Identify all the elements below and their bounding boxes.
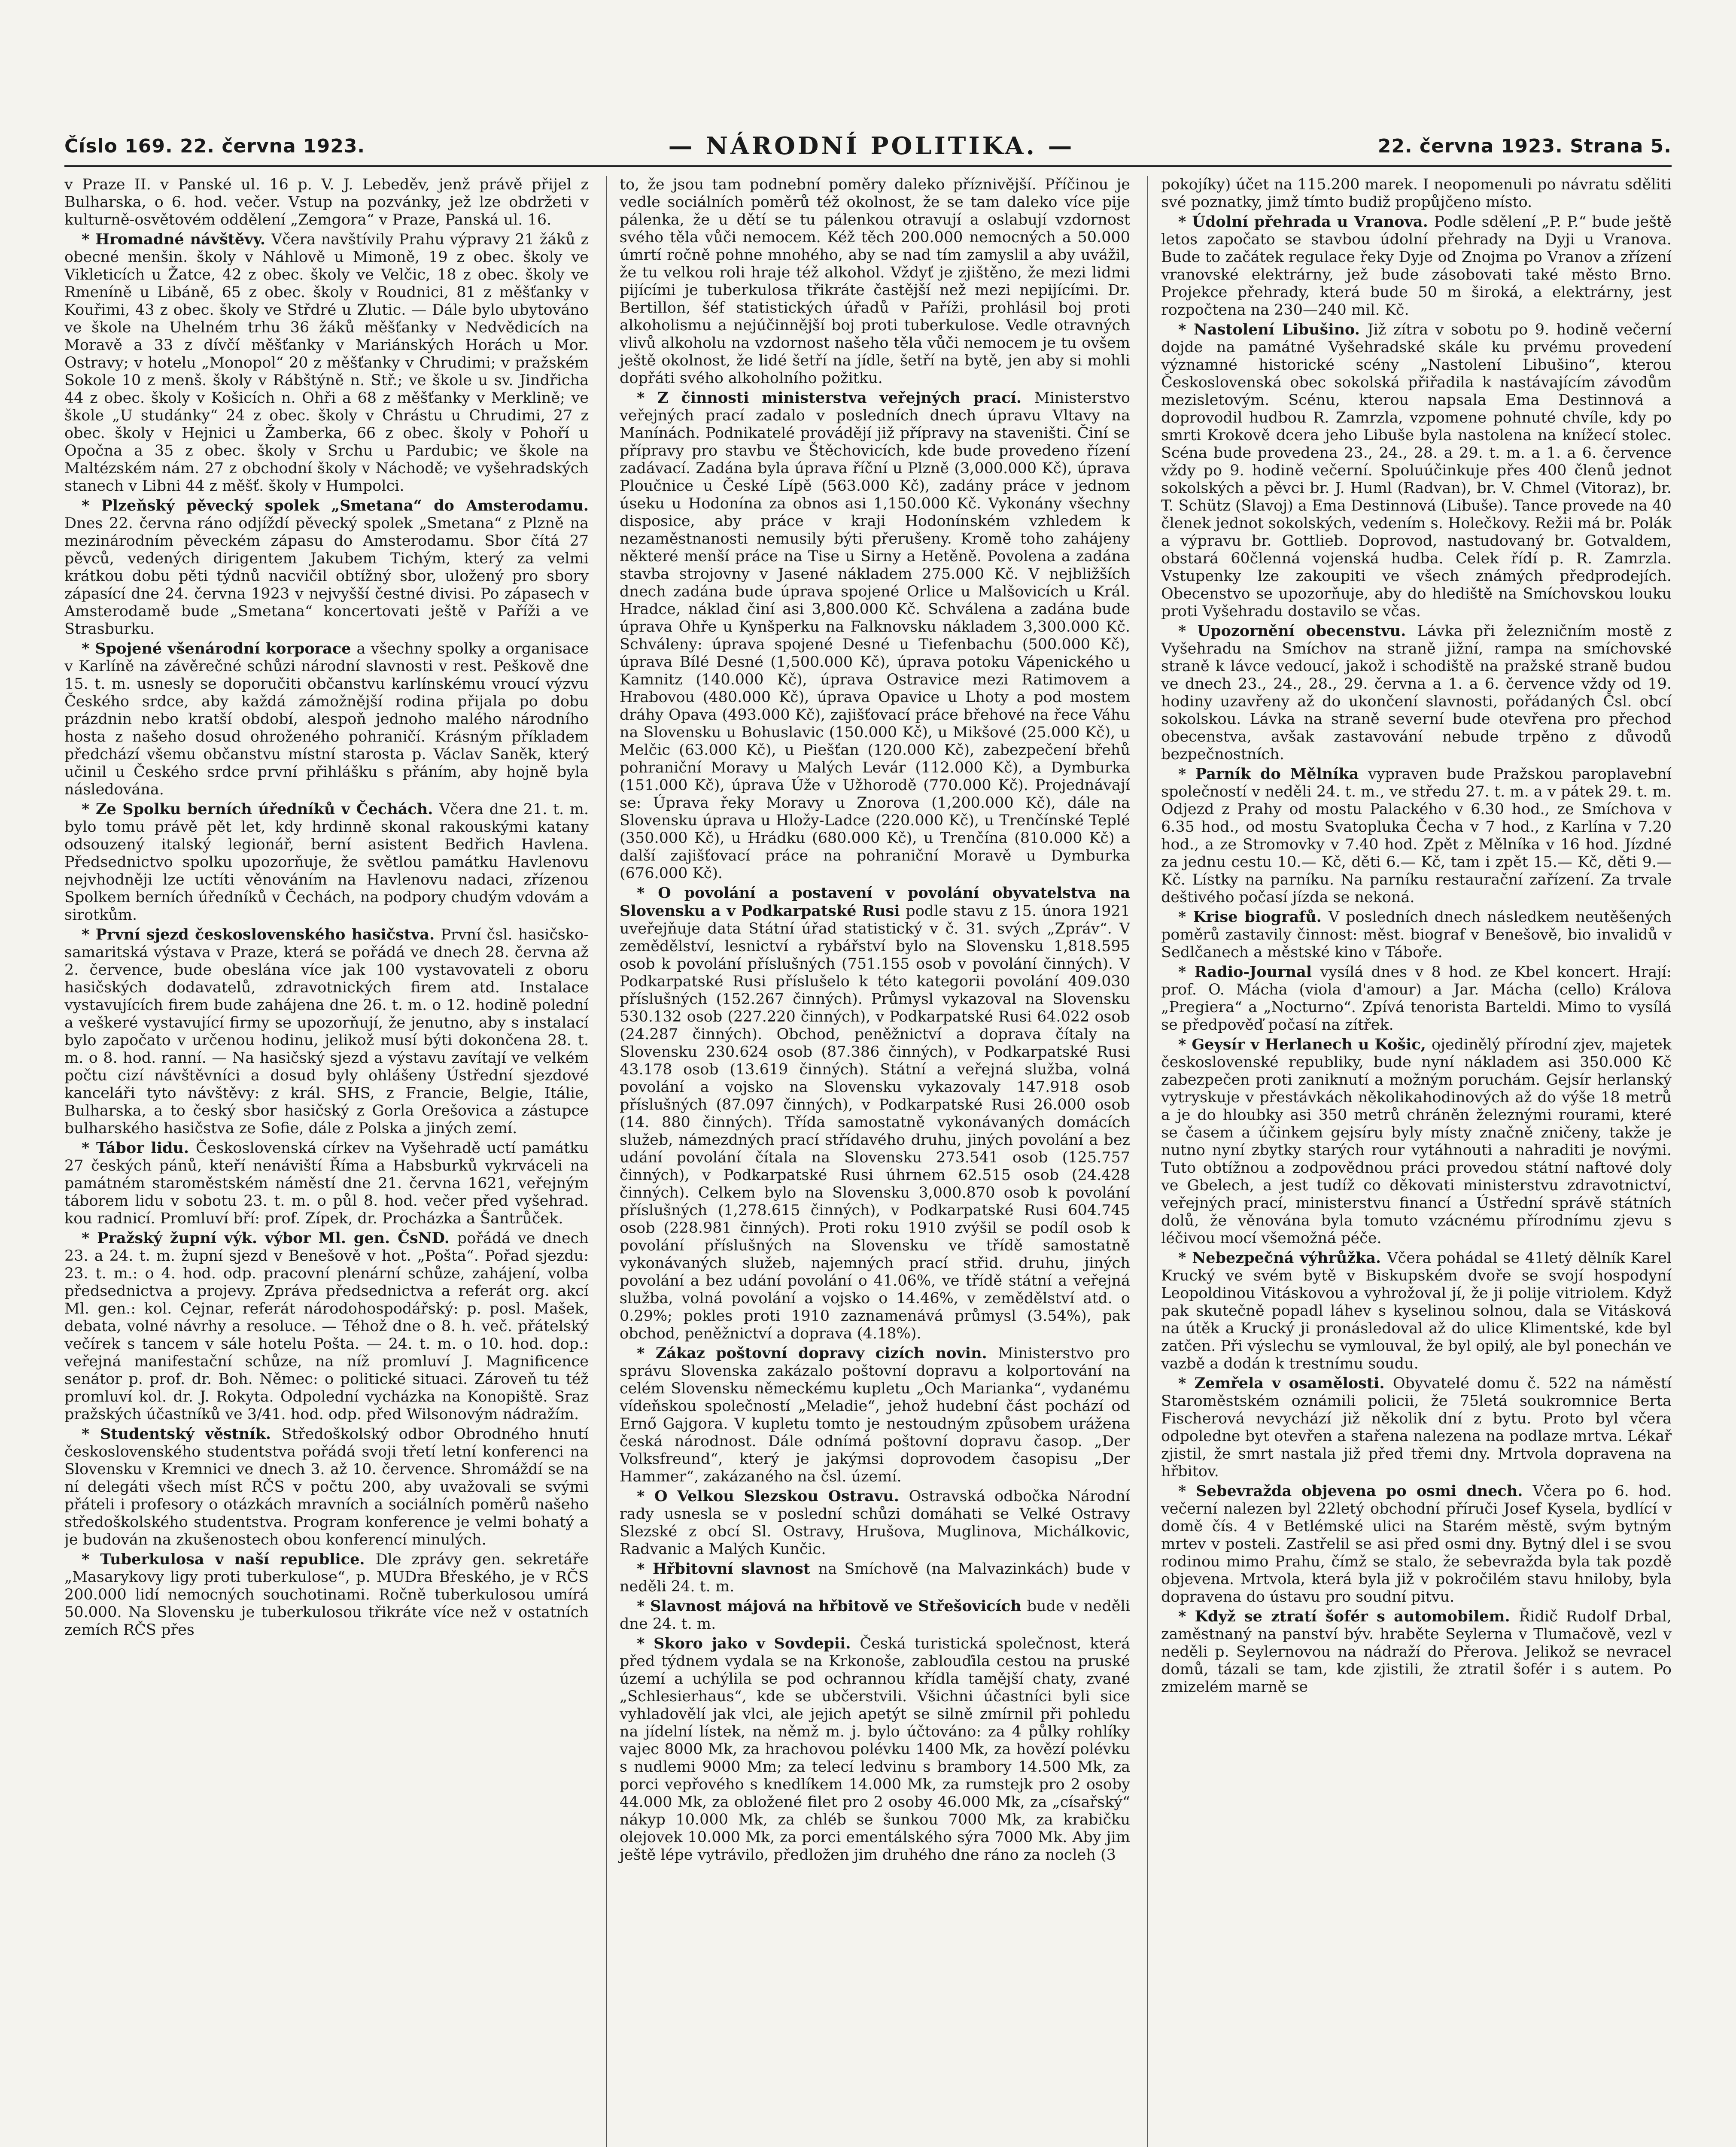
masthead: [64, 129, 1672, 163]
article-paragraph: [1161, 765, 1672, 906]
article-paragraph: [1161, 963, 1672, 1034]
article-headline: * Hřbitovní slavnost: [637, 1560, 818, 1578]
article-paragraph: [620, 1344, 1130, 1486]
article-headline: * Plzeňský pěvecký spolek „Smetana“ do Amsterodamu.: [82, 497, 589, 514]
article-text: to, že jsou tam podnební poměry daleko příznivější. Příčinou je vedle sociálních poměrů též okolnost, že se tam daleko více pije pálenka, že u dětí se tu pálenkou otravují a oslabují vzdornost svého těla vůči nemocem. Kéž těch 200.000 nemocných a 50.000 úmrtí ročně pohne mnohého, aby se nad tím zamyslil a aby uvážil, že tu velkou roli hraje též alkohol. Vždyť je zjištěno, že mezi lidmi pijícími je tuberkulosa třikráte častější než mezi nepijícími. Dr. Bertillon, šéf statistických úřadů v Paříži, prohlásil boj proti alkoholismu a nejúčinnější boj proti tuberkulose. Vedle otravných vlivů alkoholu na vzdornost našeho těla vůči nemocem je tu ovšem ještě okolnost, že lidé šetří na jídle, šetří na bytě, jen aby si mohli dopřáti svého alkoholního požitku.: [620, 176, 1130, 387]
article-headline: * Hromadné návštěvy.: [82, 231, 271, 248]
column-3: [1147, 176, 1672, 2147]
article-text: Československá církev na Vyšehradě uctí památku 27 českých pánů, kteří nenáviští Říma a Habsburků vykrváceli na památném staroměstském náměstí dne 21. června 1621, veřejným táborem lidu v sobotu 23. t. m. o půl 8. hod. večer před vyšehrad. kou radnicí. Promluví bří: prof. Zípek, dr. Procházka a Šantrůček.: [64, 1140, 589, 1227]
column-2: [606, 176, 1130, 2147]
article-paragraph: [64, 176, 589, 229]
article-paragraph: [1161, 1375, 1672, 1481]
article-headline: * O Velkou Slezskou Ostravu.: [637, 1487, 909, 1505]
article-headline: * Radio-Journal: [1178, 963, 1320, 981]
article-paragraph: [1161, 1608, 1672, 1696]
article-paragraph: [64, 800, 589, 924]
article-headline: * Když se ztratí šofér s automobilem.: [1178, 1608, 1519, 1625]
header-rule: [64, 165, 1672, 167]
article-text: Obyvatelé domu č. 522 na náměstí Staroměstském oznámili policii, že 75letá soukromnice Berta Fischerová nevychází již několik dní z bytu. Proto byl včera odpoledne byt otevřen a stařena nalezena na podlaze mrtva. Lékař zjistil, že smrt nastala již před třemi dny. Mrtvola dopravena na hřbitov.: [1161, 1375, 1672, 1480]
article-paragraph: [1161, 908, 1672, 961]
article-paragraph: [64, 926, 589, 1137]
article-paragraph: [64, 1425, 589, 1549]
article-paragraph: [1161, 1036, 1672, 1247]
article-headline: * Sebevražda objevena po osmi dnech.: [1178, 1482, 1533, 1500]
article-headline: * Upozornění obecenstvu.: [1178, 622, 1417, 640]
article-text: a všechny spolky a organisace v Karlíně na závěrečné schůzi národní slavnosti v rest. Peškově dne 15. t. m. usnesly se doporučiti občanstvu karlínskému vroucí výzvu Českého srdce, aby každá zámožnější rodina přijala po dobu prázdnin nebo kratší období, alespoň jednoho malého národního hosta z našeho dosud ohroženého pohraničí. Krásným příkladem předchází všemu občanstvu místní starosta p. Václav Saněk, který učinil u Českého srdce první přihlášku s přáním, aby hojně byla následována.: [64, 640, 589, 798]
article-paragraph: [620, 1635, 1130, 1864]
article-text: Včera dne 21. t. m. bylo tomu právě pět let, kdy hrdinně skonal rakouskými katany odsouzený italský legionář, berní asistent Bedřich Havlena. Předsednictvo spolku upozorňuje, že světlou památku Havlenovu nejvhodněji lze uctíti věnováním na Havlenovu nadaci, zřízenou Spolkem berních úředníků v Čechách, na podpory chudým vdovám a sirotkům.: [64, 801, 589, 924]
article-headline: * Spojené všenárodní korporace: [82, 640, 357, 657]
article-paragraph: [64, 640, 589, 799]
article-headline: * Z činnosti ministerstva veřejných prací.: [637, 389, 1034, 407]
article-headline: * O povolání a postavení v povolání obyvatelstva na Slovensku a v Podkarpatské Rusi: [620, 884, 1130, 920]
article-paragraph: [620, 389, 1130, 882]
article-paragraph: [1161, 1249, 1672, 1373]
article-headline: * Údolní přehrada u Vranova.: [1178, 213, 1434, 231]
article-headline: * Pražský župní výk. výbor Ml. gen. ČsND.: [82, 1229, 457, 1247]
article-text: Dnes 22. června ráno odjíždí pěvecký spolek „Smetana“ z Plzně na mezinárodním pěveckém zápasu do Amsterodamu. Sbor čítá 27 pěvců, vedených dirigentem Jakubem Tichým, který za velmi krátkou dobu pěti týdnů nacvičil obtížný sbor, uložený pro sbory zápasící dne 24. června 1923 v nejvyšší čestné divisi. Po zápasech v Amsterodamě bude „Smetana“ koncertovati ještě v Paříži a ve Strasburku.: [64, 515, 589, 638]
article-paragraph: [64, 231, 589, 495]
article-headline: * Nebezpečná výhrůžka.: [1178, 1249, 1387, 1267]
article-text: Včera pohádal se 41letý dělník Karel Krucký ve svém bytě v Biskupském dvoře se svojí hospodyní Leopoldinou Vitáskovou a vyhrožoval jí, že ji polije vitriolem. Když pak skutečně popadl láhev s kyselinou solnou, dala se Vitásková na útěk a Krucký ji pronásledoval až do ulice Klimentské, kde byl zatčen. Při výslechu se vymlouval, že byl opilý, ale byl ponechán ve vazbě a dodán k trestnímu soudu.: [1161, 1250, 1672, 1372]
article-paragraph: [64, 1229, 589, 1423]
article-headline: * Nastolení Libušino.: [1178, 321, 1368, 338]
article-headline: * Geysír v Herlanech u Košic,: [1178, 1036, 1432, 1053]
article-paragraph: [1161, 622, 1672, 763]
article-headline: * Zemřela v osamělosti.: [1178, 1375, 1393, 1392]
article-text: Lávka při železničním mostě z Vyšehradu na Smíchov na straně jižní, rampa na smíchovské straně k lávce vedoucí, jakož i schodiště na pražské straně budou ve dnech 23., 24., 28., 29. června a 1. a 6. července vždy od 19. hodiny uzavřeny až do ukončení slavnosti, pořádaných Čsl. obcí sokolskou. Lávka na straně severní bude otevřena pro přechod obecenstva, avšak zastavování nebude trpěno z důvodů bezpečnostních.: [1161, 623, 1672, 763]
article-text: na Smíchově (na Malvazinkách) bude v neděli 24. t. m.: [620, 1560, 1130, 1595]
article-headline: * Skoro jako v Sovdepii.: [637, 1635, 860, 1652]
article-columns: [64, 176, 1672, 2147]
article-paragraph: [1161, 176, 1672, 211]
article-text: Dle zprávy gen. sekretáře „Masarykovy ligy proti tuberkulose“, p. MUDra Břeského, je v RČS 200.000 lidí nemocných souchotinami. Ročně tuberkulosou umírá 50.000. Na Slovensku je tuberkulosou třikráte více než v ostatních zemích RČS přes: [64, 1551, 589, 1639]
article-paragraph: [620, 884, 1130, 1343]
article-text: podle stavu z 15. února 1921 uveřejňuje data Státní úřad statistický v č. 31. svých „Zpráv“. V zemědělství, lesnictví a rybářství bylo na Slovensku 1,818.595 osob k povolání příslušných (751.155 osob v povolání činných). V Podkarpatské Rusi příslušelo k této kategorii povolání 409.030 příslušných (152.267 činných). Průmysl vykazoval na Slovensku 530.132 osob (227.220 činných), v Podkarpatské Rusi 64.022 osob (24.287 činných). Obchod, peněžnictví a doprava čítaly na Slovensku 230.624 osob (87.386 činných), v Podkarpatské Rusi 43.178 osob (13.619 činných). Státní a veřejná služba, volná povolání a vojsko na Slovensku vykazovaly 147.918 osob příslušných (87.097 činných), v Podkarpatské Rusi 26.000 osob (14. 880 činných). Třída samostatně vykonávaných domácích služeb, námezdných prací střídavého druhu, jiných povolání a bez udání povolání čítala na Slovensku 273.541 osob (125.757 činných), v Podkarpatské Rusi úhrnem 62.515 osob (24.428 činných). Celkem bylo na Slovensku 3,000.870 osob k povolání příslušných (1,278.615 činných), v Podkarpatské Rusi 604.745 osob (228.981 činných). Proti roku 1910 zvýšil se podíl osob k povolání příslušných na Slovensku ve třídě samostatně vykonávaných služeb, najemných prací střid. druhu, jiných povolání a bez udání povolání o 41.06%, ve třídě státní a veřejná služba, volná povolání a vojsko o 14.46%, v zemědělství atd. o 0.29%; pokles proti 1910 zaznamenává průmysl (3.54%), pak obchod, peněžnictví a doprava (4.18%).: [620, 903, 1130, 1342]
article-paragraph: [1161, 213, 1672, 319]
article-headline: * Studentský věstník.: [82, 1425, 282, 1443]
article-headline: * První sjezd československého hasičstva.: [82, 926, 441, 943]
article-text: vysílá dnes v 8 hod. ze Kbel koncert. Hrají: prof. O. Mácha (viola d'amour) a Jar. Mácha (cello) Králova „Pregiera“ a „Nocturno“. Zpívá tenorista Barteldi. Mimo to vysílá se předpověď počasí na zítřek.: [1161, 964, 1672, 1034]
article-paragraph: [620, 1560, 1130, 1596]
article-text: První čsl. hasičsko-samaritská výstava v Praze, která se pořádá ve dnech 28. června až 2. července, bude obeslána více jak 100 vystavovateli z oboru hasičských dodavatelů, zdravotnických firem atd. Instalace vystavujících firem bude zahájena dne 26. t. m. o 12. hodině polední a veškeré vystavující firmy se upozorňují, že jenutno, aby s instalací bylo započato v určenou hodinu, jelikož musí býti dokončena 28. t. m. o 8. hod. ranní. — Na hasičský sjezd a výstavu zavítají ve velkém počtu cizí návštěvníci a dosud byly ohlášeny Ústřední sjezdové kanceláři tyto návštěvy: z král. SHS, z Francie, Belgie, Itálie, Bulharska, a to český sbor hasičský z Gorla Orešovica a zástupce bulharského hasičstva ze Sofie, dále z Polska a jiných zemí.: [64, 926, 589, 1137]
page-date-number: 22. června 1923. Strana 5.: [1377, 135, 1672, 157]
article-text: Česká turistická společnost, která před týdnem vydala se na Krkonoše, zablouďila cestou na pruské území a uchýlila se pod ochrannou křídla tamější chaty, zvané „Schlesierhaus“, kde se ubčerstvili. Všichni účastníci byli sice vyhladovělí jak vlci, ale jejich apetýt se silně zmírnil při pohledu na jídelní lístek, na němž m. j. bylo účtováno: za 4 půlky rohlíky vajec 8000 Mk, za hrachovou polévku 1400 Mk, za hovězí polévku s nudlemi 9000 Mm; za telecí ledvinu s brambory 14.500 Mk, za porci vepřového s knedlíkem 14.000 Mk, za rumstejk pro 2 osoby 44.000 Mk, za obložené filet pro 2 osoby 46.000 Mk, za „císařský“ nákyp 10.000 Mk, za chléb se šunkou 7000 Mk, za krabičku olejovek 10.000 Mk, za porci ementálského sýra 7000 Mk. Aby jim ještě lépe vytrávilo, předložen jim druhého dne ráno za nocleh (3: [620, 1635, 1130, 1864]
article-text: ojedinělý přírodní zjev, majetek československé republiky, bude nyní nákladem asi 350.000 Kč zabezpečen proti zaniknutí a možným poruchám. Gejsír herlanský vytryskuje v přestávkách několikahodinových až do výše 18 metrů a je do hloubky asi 350 metrů chráněn železnými rourami, které se časem a účinkem gejsíru byly místy značně zničeny, takže je nutno nyní zbytky starých rour vytáhnouti a nahraditi je novými. Tuto obtížnou a zodpovědnou práci provedou státní naftové doly ve Gbelech, a jest tudíž co děkovati ministerstvu zdravotnictví, veřejných prací, ministerstvu financí a Ústřední správě státních dolů, že věnována byla tomuto vzácnému přírodnímu zjevu s léčivou mocí všemožná péče.: [1161, 1036, 1672, 1247]
article-text: pořádá ve dnech 23. a 24. t. m. župní sjezd v Benešově v hot. „Pošta“. Pořad sjezdu: 23. t. m.: o 4. hod. odp. pracovní plenární schůze, zahájení, volba předsednictva a projevy. Zpráva předsednictva a referát org. akcí Ml. gen.: kol. Cejnar, referát národohospodářský: p. posl. Mašek, debata, volné návrhy a resoluce. — Téhož dne o 8. h. več. přátelský večírek s tancem v sále hotelu Pošta. — 24. t. m. o 10. hod. dop.: veřejná manifestační schůze, na níž promluví J. Magnificence senátor p. prof. dr. Boh. Němec: o politické situaci. Zároveň tu též promluví kol. dr. J. Rokyta. Odpolední vycházka na Konopiště. Sraz pražských účastníků ve 3/41. hod. odp. před Wilsonovým nádražím.: [64, 1230, 589, 1423]
article-paragraph: [64, 1551, 589, 1639]
article-text: Středoškolský odbor Obrodného hnutí československého studentstva pořádá svoji třetí letní konferenci na Slovensku v Kremnici ve dnech 3. až 10. července. Shromáždí se na ní delegáti všech míst RČS v počtu 200, aby uvažovali se svými přáteli i profesory o otázkách mravních a sociálních poměrů našeho středoškolského studentstva. Program konference je velmi bohatý a je budován na zkušenostech obou konferencí minulých.: [64, 1426, 589, 1548]
article-text: vypraven bude Pražskou paroplavební společností v neděli 24. t. m., ve středu 27. t. m. a v pátek 29. t. m. Odjezd z Prahy od mostu Palackého v 6.30 hod., ze Smíchova v 6.35 hod., od mostu Svatopluka Čecha v 7 hod., z Karlína v 7.20 hod., a ze Stromovky v 7.40 hod. Zpět z Mělníka v 16 hod. Jízdné za jednu cestu 10.— Kč, děti 6.— Kč, tam i zpět 15.— Kč, děti 9.— Kč. Lístky na parníku. Na parníku restaurační zařízení. Za trvale deštivého počasí jízda se nekoná.: [1161, 766, 1672, 906]
article-text: Podle sdělení „P. P.“ bude ještě letos započato se stavbou údolní přehrady na Dyji u Vranova. Bude to začátek regulace řeky Dyje od Znojma po Vranov a zřízení vranovské elektrárny, jež bude zásobovati také město Brno. Projekce přehrady, která bude 50 m široká, a elektrárny, jest rozpočtena na 230—240 mil. Kč.: [1161, 213, 1672, 319]
column-1: [64, 176, 589, 2147]
article-paragraph: [620, 1487, 1130, 1558]
article-paragraph: [620, 176, 1130, 387]
article-headline: * Slavnost májová na hřbitově ve Střešovicích: [637, 1597, 1027, 1615]
article-text: Včera navštívily Prahu výpravy 21 žáků z obecné menšin. školy v Náhlově u Mimoně, 19 z obec. školy ve Vikleticích u Žatce, 42 z obec. školy ve Velčic, 18 z obec. školy ve Rmeníně u Libáně, 65 z obec. školy v Roudnici, 81 z měšťanky v Kouřimi, 43 z obec. školy ve Střdré u Zlutic. — Dále bylo ubytováno ve škole na Uhelném trhu 36 žáků měšťanky v Nedvědicích na Moravě a 33 z dívčí měšťanky v Mariánských Horách u Mor. Ostravy; v hotelu „Monopol“ 20 z měšťanky v Chrudimi; v pražském Sokole 10 z menš. školy v Rábštýně n. Stř.; ve škole u sv. Jindřicha 44 z obec. školy v Košicích n. Ohři a 68 z měšťanky v Merklině; ve škole „U studánky“ 24 z obec. školy v Chrástu u Chrudimi, 27 z obec. školy v Hejnici u Žamberka, 66 z obec. školy v Pohoří u Opočna a 35 z obec. školy v Srchu u Pardubic; ve škole na Maltézském nám. 27 z obchodní školy v Náchodě; ve vyšehradských stanech v Libni 44 z měšť. školy v Humpolci.: [64, 231, 589, 495]
article-headline: * Krise biografů.: [1178, 908, 1329, 926]
article-headline: * Ze Spolku berních úředníků v Čechách.: [82, 800, 439, 818]
article-text: Ministerstvo veřejných prací zadalo v posledních dnech úpravu Vltavy na Manínách. Podnikatelé provádějí již přípravy na staveništi. Činí se přípravy pro stavbu ve Štěchovicích, kde bude provedeno řízení zadávací. Zadána byla úprava říční u Plzně (3,000.000 Kč), úprava Ploučnice u České Lípě (563.000 Kč), zadány práce v jednom úseku u Hodonína za obnos asi 1,150.000 Kč. Vykonány všechny disposice, aby práce v kraji Hodonínském vzhledem k nezaměstnanosti nemusily býti přerušeny. Kromě toho zahájeny některé menší práce na Tise u Sirny a Hetěně. Povolena a zadána stavba strojovny v Jasené nákladem 275.000 Kč. V nejbližších dnech zadána bude úprava spojené Orlice u Malšovicích u Král. Hradce, náklad činí asi 3,800.000 Kč. Schválena a zadána bude úprava Ohře u Kynšperku na Falknovsku nákladem 3,300.000 Kč. Schváleny: úprava spojené Desné u Tiefenbachu (500.000 Kč), úprava Bílé Desné (1,500.000 Kč), úprava potoku Vápenického u Kamnitz (140.000 Kč), úprava Ostravice mezi Ratimovem a Hrabovou (480.000 Kč), úprava Opavice u Lhoty a pod mostem dráhy Opava (493.000 Kč), zajišťovací práce břehové na řece Váhu na Slovensku u Bohuslavic (150.000 Kč), u Mikšové (25.000 Kč), u Melčic (63.000 Kč), u Piešťan (120.000 Kč), zabezpečení břehů pohraniční Moravy u Malých Levár (112.000 Kč), a Dymburka (151.000 Kč), úprava Úže v Užhorodě (770.000 Kč). Projednávají se: Úprava řeky Moravy u Znorova (1,200.000 Kč), dále na Slovensku úprava u Hložy-Ladce (220.000 Kč), u Trenčínské Teplé (350.000 Kč), u Hrádku (680.000 Kč), u Trenčína (810.000 Kč) a další zajišťovací práce na pohraniční Moravě u Dymburka (676.000 Kč).: [620, 389, 1130, 882]
article-text: Řidič Rudolf Drbal, zaměstnaný na panství býv. hraběte Seylerna v Tlumačově, vezl v neděli p. Seylernovou na nádraží do Přerova. Jelikož se nevracel domů, tázali se tam, kde zjistili, že ztratil šofér i s autem. Po zmizelém marně se: [1161, 1608, 1672, 1696]
article-text: v Praze II. v Panské ul. 16 p. V. J. Lebeděv, jenž právě přijel z Bulharska, o 6. hod. večer. Vstup na pozvánky, jež lze obdržeti v kulturně-osvětovém oddělení „Zemgora“ v Praze, Panská ul. 16.: [64, 176, 589, 228]
article-text: Včera po 6. hod. večerní nalezen byl 22letý obchodní příruči Josef Kysela, bydlící v domě čís. 4 v Betlémské ulici na Starém městě, svým bytným mrtev v posteli. Zastřelil se asi před osmi dny. Bytný dlel i se svou rodinou mimo Prahu, čímž se stalo, že sebevražda byla tak pozdě objevena. Mrtvola, která byla již v pokročilém stavu hniloby, byla dopravena do ústavu pro soudní pitvu.: [1161, 1483, 1672, 1606]
article-paragraph: [620, 1597, 1130, 1633]
article-headline: * Parník do Mělníka: [1178, 765, 1368, 783]
article-text: bude v neděli dne 24. t. m.: [620, 1598, 1130, 1633]
article-paragraph: [1161, 321, 1672, 620]
article-text: pokojíky) účet na 115.200 marek. I neopomenuli po návratu sděliti své poznatky, jimž tímto budiž propůjčeno místo.: [1161, 176, 1672, 211]
article-paragraph: [64, 1139, 589, 1228]
issue-number-date: Číslo 169. 22. června 1923.: [64, 135, 365, 157]
article-headline: * Tábor lidu.: [82, 1139, 196, 1157]
article-headline: * Tuberkulosa v naší republice.: [82, 1551, 376, 1568]
article-paragraph: [1161, 1482, 1672, 1606]
article-text: Ostravská odbočka Národní rady usnesla se v poslední schůzi domáhati se Velké Ostravy Slezské z obcí Sl. Ostravy, Hrušova, Muglinova, Michálkovic, Radvanic a Malých Kunčic.: [620, 1488, 1130, 1558]
article-paragraph: [64, 497, 589, 638]
article-text: V posledních dnech následkem neutěšených poměrů zastavily činnost: měst. biograf v Benešově, bio invalidů v Sedlčanech a městské kino v Táboře.: [1161, 909, 1672, 961]
article-text: Již zítra v sobotu po 9. hodině večerní dojde na památné Vyšehradské skále ku prvému provedení významné historické scény „Nastolení Libušino“, kterou Československá obec sokolská přiřadila k nastávajícím závodům mezisletovým. Scénu, kterou napsala Ema Destinnová a doprovodil hudbou R. Zamrzla, vzpomene pohnuté chvíle, kdy po smrti Krokově dcera jeho Libuše byla nastolena na knížecí stolec. Scéna bude provedena 23., 24., 28. a 29. t. m. a 1. a 6. července vždy po 9. hodině večerní. Spoluúčinkuje přes 400 členů jednot sokolských a pěvci br. J. Huml (Radvan), br. V. Chmel (Vitoraz), br. T. Schütz (Slavoj) a Ema Destinnová (Libuše). Tance provede na 40 členek jednot sokolských, vedením s. Holečkovy. Režii má br. Polák a výpravu br. Gottlieb. Doprovod, nastudovaný br. Gotvaldem, obstará 60členná vojenská hudba. Celek řídí p. R. Zamrzla. Vstupenky lze zakoupiti ve všech známých předprodejích. Obecenstvo se upozorňuje, aby do hlediště na Smíchovskou louku proti Vyšehradu dostavilo se včas.: [1161, 321, 1672, 620]
article-text: Ministerstvo pro správu Slovenska zakázalo poštovní dopravu a kolportování na celém Slovensku německému kupletu „Och Marianka“, vydanému vídeňskou společností „Meladie“, jehož hudební část pochází od Ernő Gajgora. V kupletu tomto je nestoudným způsobem urážena česká národnost. Dále odnímá poštovní dopravu časop. „Der Volksfreund“, který je jakýmsi doprovodem časopisu „Der Hammer“, zakázaného na čsl. území.: [620, 1345, 1130, 1485]
article-headline: * Zákaz poštovní dopravy cizích novin.: [637, 1344, 998, 1362]
newspaper-title: — NÁRODNÍ POLITIKA. —: [668, 132, 1075, 160]
